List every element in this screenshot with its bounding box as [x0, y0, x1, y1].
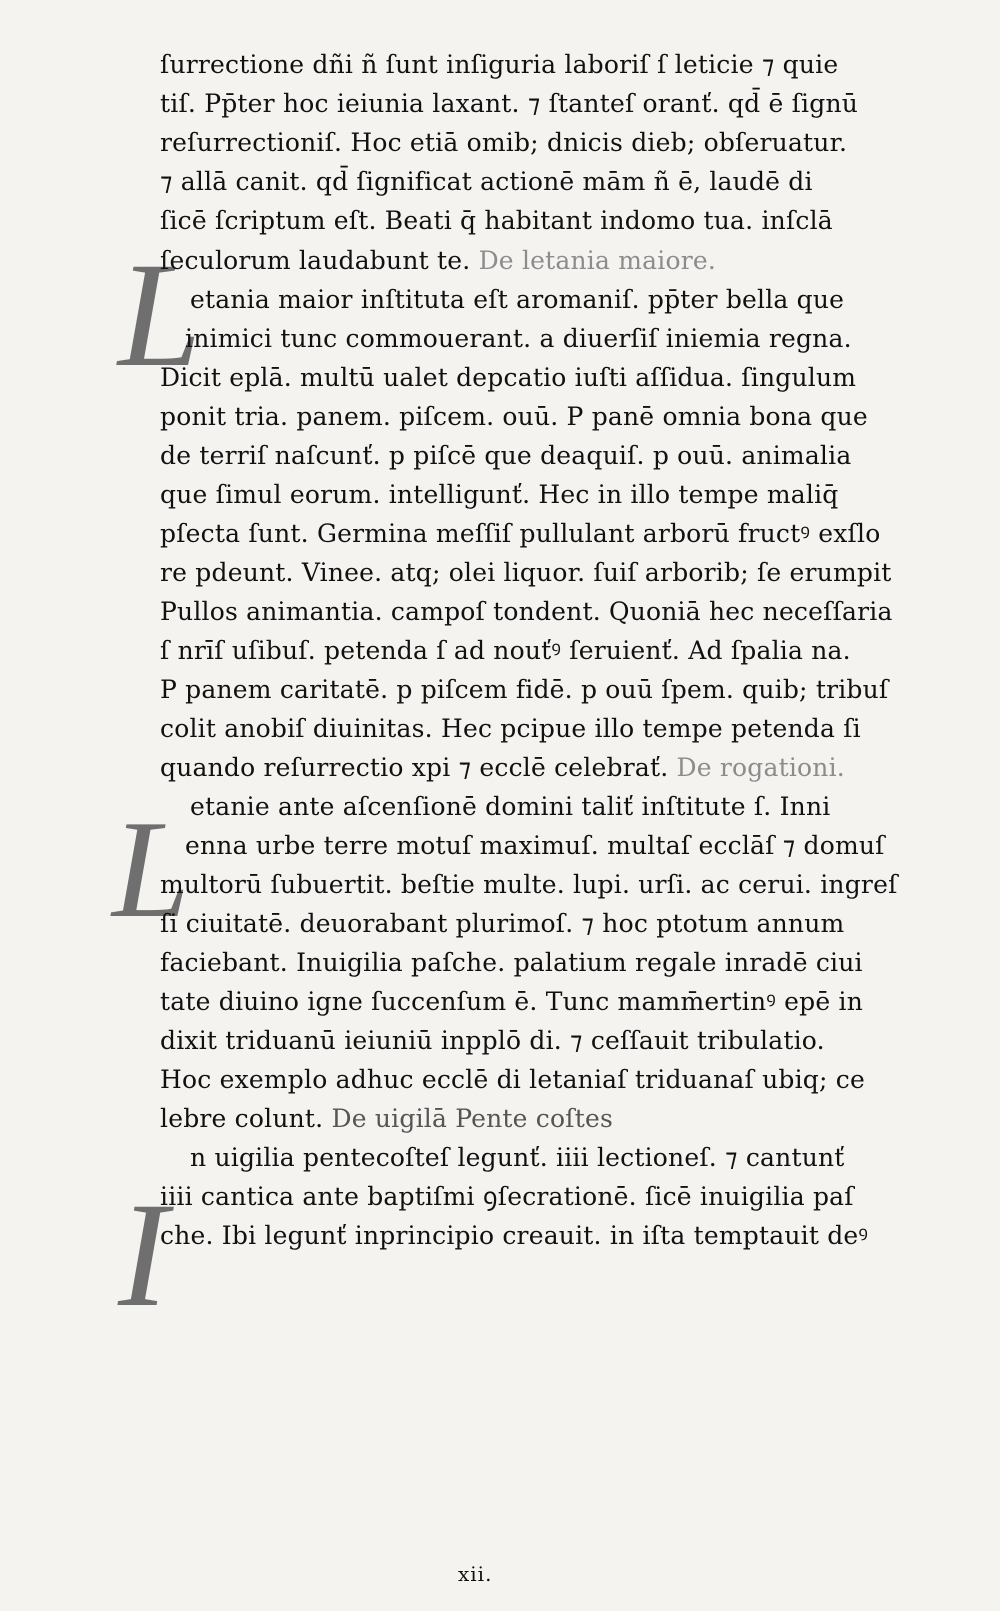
- text-line: dixit triduanū ieiuniū inpplō di. ⁊ ceſſauit tribulatio.: [160, 1026, 825, 1055]
- text-line: ⁊ allā canit. qd̄ ſignificat actionē mām ñ ē, laudē di: [160, 167, 813, 196]
- text-line: n uigilia pentecoſteſ legunť. iiii lectioneſ. ⁊ cantunť: [190, 1143, 845, 1172]
- text-line-with-rubric: [160, 751, 845, 785]
- text-line: que ſimul eorum. intelligunť. Hec in illo tempe maliq̄: [160, 480, 839, 509]
- text-line: reſurrectioniſ. Hoc etiā omib; dnicis dieb; obſeruatur.: [160, 128, 848, 157]
- text-line: pſecta ſunt. Germina meſſiſ pullulant arborū fructꝰ exſlo: [160, 519, 881, 548]
- text-line-with-rubric: [160, 1102, 613, 1136]
- rubric-de-rogationibus: De rogationi.: [676, 753, 845, 782]
- initial-letter-i-vigilia: I: [118, 1172, 168, 1338]
- text-line: che. Ibi legunť inprincipio creauit. in iſta temptauit deꝰ: [160, 1221, 869, 1250]
- text-line-with-rubric: [160, 244, 716, 278]
- text-line: etanie ante aſcenſionē domini taliť inſtitute ſ. Inni: [190, 792, 831, 821]
- text-line: colit anobiſ diuinitas. Hec pcipue illo tempe petenda ſi: [160, 714, 861, 743]
- rubric-de-vigilia-pentecostes: De uigilā Pente coſtes: [331, 1104, 613, 1133]
- text-line: Pullos animantia. campoſ tondent. Quoniā hec neceſſaria: [160, 597, 893, 626]
- text-line: iiii cantica ante baptiſmi ꝯſecrationē. ſicē inuigilia paſ: [160, 1182, 854, 1211]
- text-line: ſurrectione dñi ñ ſunt inſiguria laboriſ ſ leticie ⁊ quie: [160, 50, 839, 79]
- initial-letter-l-rogationibus: L: [112, 792, 190, 947]
- text-line: ponit tria. panem. piſcem. ouū. P panē omnia bona que: [160, 402, 868, 431]
- text-line: Hoc exemplo adhuc ecclē di letaniaſ triduanaſ ubiq; ce: [160, 1065, 865, 1094]
- text-line: tate diuino igne ſuccenſum ē. Tunc mamm̄ertinꝰ epē in: [160, 987, 863, 1016]
- text-line: tiſ. Pp̄ter hoc ieiunia laxant. ⁊ ſtanteſ oranť. qd̄ ē ſignū: [160, 89, 859, 118]
- folio-number: xii.: [458, 1562, 493, 1586]
- text-line: lebre colunt.: [160, 1104, 324, 1133]
- text-line: inimici tunc commouerant. a diuerſiſ iniemia regna.: [185, 324, 852, 353]
- text-line: faciebant. Inuigilia paſche. palatium regale inradē ciui: [160, 948, 863, 977]
- text-line: etania maior inſtituta eſt aromaniſ. pp̄ter bella que: [190, 285, 845, 314]
- text-line: Dicit eplā. multū ualet depcatio iuſti aſſidua. ſingulum: [160, 363, 857, 392]
- rubric-de-letania-maiore: De letania maiore.: [478, 246, 716, 275]
- text-line: re pdeunt. Vinee. atq; olei liquor. ſuiſ arborib; ſe erumpit: [160, 558, 892, 587]
- text-line: multorū ſubuertit. beſtie multe. lupi. urſi. ac cerui. ingreſ: [160, 870, 898, 899]
- initial-letter-l-letania: L: [118, 232, 202, 398]
- text-line: ſi ciuitatē. deuorabant plurimoſ. ⁊ hoc ptotum annum: [160, 909, 845, 938]
- text-line: enna urbe terre motuſ maximuſ. multaſ ecclāſ ⁊ domuſ: [185, 831, 885, 860]
- text-line: ſeculorum laudabunt te.: [160, 246, 471, 275]
- text-line: ſicē ſcriptum eſt. Beati q̄ habitant indomo tua. inſclā: [160, 206, 833, 235]
- text-line: ſ nrīſ uſibuſ. petenda ſ ad nouťꝰ ſeruienť. Ad ſpalia na.: [160, 636, 851, 665]
- text-line: quando reſurrectio xpi ⁊ ecclē celebrať.: [160, 753, 669, 782]
- text-line: de terriſ naſcunť. p piſcē que deaquiſ. p ouū. animalia: [160, 441, 852, 470]
- text-line: P panem caritatē. p piſcem fidē. p ouū ſpem. quib; tribuſ: [160, 675, 889, 704]
